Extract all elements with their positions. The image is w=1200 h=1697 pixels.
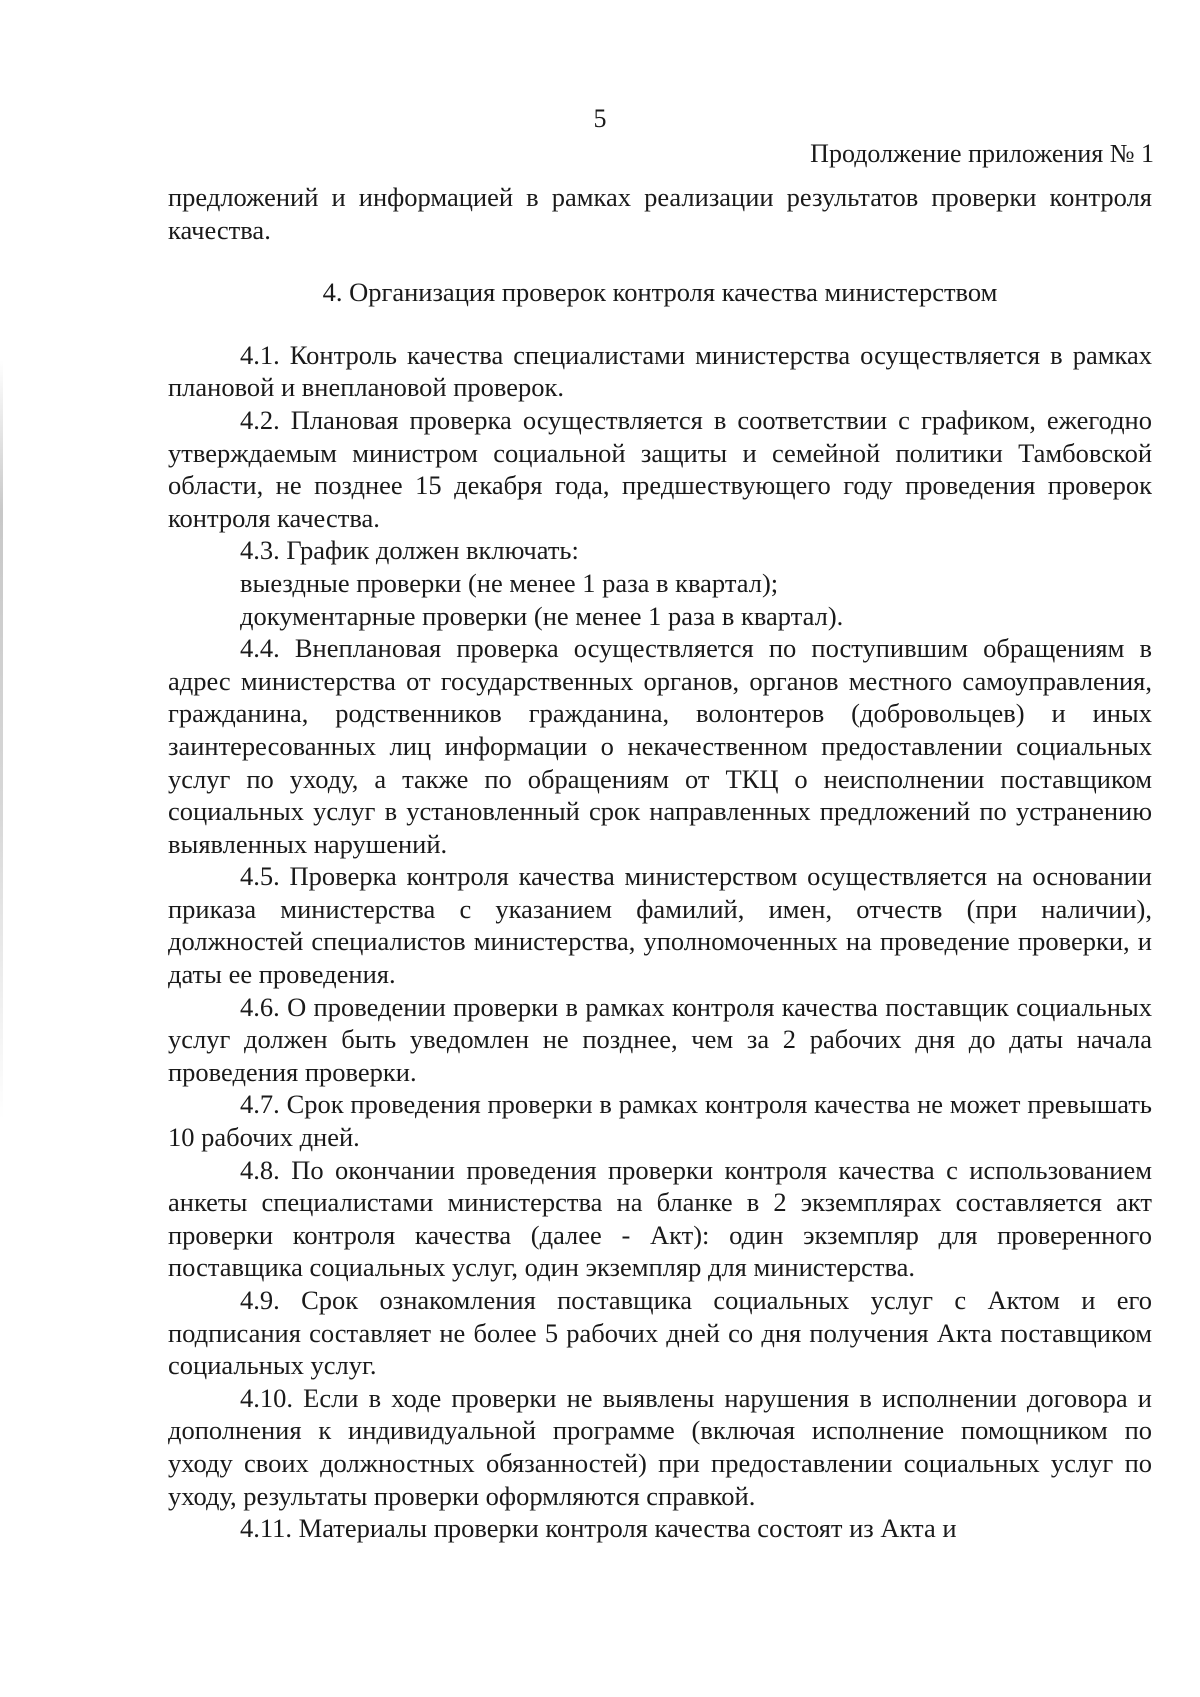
paragraph-4-9: 4.9. Срок ознакомления поставщика социальных услуг с Актом и его подписания составляет не более 5 рабочих дней со дня получения Акта поставщиком социальных услуг. — [168, 1285, 1152, 1381]
paragraph-4-2: 4.2. Плановая проверка осуществляется в соответствии с графиком, ежегодно утверждаемым министром социальной защиты и семейной политики Тамбовской области, не позднее 15 декабря года, предшествующего году проведения проверок контроля качества. — [168, 404, 1152, 533]
paragraph-4-1: 4.1. Контроль качества специалистами министерства осуществляется в рамках плановой и внеплановой проверок. — [168, 339, 1152, 403]
paragraph-4-6: 4.6. О проведении проверки в рамках контроля качества поставщик социальных услуг должен быть уведомлен не позднее, чем за 2 рабочих дня до даты начала проведения проверки. — [168, 991, 1152, 1087]
list-item-field-checks: выездные проверки (не менее 1 раза в квартал); — [240, 567, 779, 598]
paragraph-4-3: 4.3. График должен включать: — [240, 535, 579, 566]
appendix-continuation-note: Продолжение приложения № 1 — [810, 139, 1154, 168]
paragraph-4-8: 4.8. По окончании проведения проверки контроля качества с использованием анкеты специалистами министерства на бланке в 2 экземплярах составляется акт проверки контроля качества (далее - Акт): один экземпляр для проверенного поставщика социальных услуг, один экземпляр для министерства. — [168, 1154, 1152, 1283]
continuation-paragraph: предложений и информацией в рамках реализации результатов проверки контроля качества. — [168, 182, 1152, 245]
paragraph-4-11: 4.11. Материалы проверки контроля качества состоят из Акта и — [240, 1513, 957, 1544]
page-number: 5 — [593, 104, 607, 133]
paragraph-4-10: 4.10. Если в ходе проверки не выявлены нарушения в исполнении договора и дополнения к индивидуальной программе (включая исполнение помощником по уходу своих должностных обязанностей) при предоставлении социальных услуг по уходу, результаты проверки оформляются справкой. — [168, 1382, 1152, 1511]
paragraph-4-5: 4.5. Проверка контроля качества министерством осуществляется на основании приказа министерства с указанием фамилий, имен, отчеств (при наличии), должностей специалистов министерства, уполномоченных на проведение проверки, и даты ее проведения. — [168, 861, 1152, 990]
paragraph-4-4: 4.4. Внеплановая проверка осуществляется по поступившим обращениям в адрес министерства от государственных органов, органов местного самоуправления, гражданина, родственников гражданина, волонтеров (добровольцев) и иных заинтересованных лиц информации о некачественном предоставлении социальных услуг по уходу, а также по обращениям от ТКЦ о неисполнении поставщиком социальных услуг в установленный срок направленных предложений по устранению выявленных нарушений. — [168, 633, 1152, 859]
document-body — [168, 181, 1152, 1545]
list-item-document-checks: документарные проверки (не менее 1 раза в квартал). — [240, 600, 844, 631]
scan-edge-shadow — [0, 360, 3, 1120]
section-heading: 4. Организация проверок контроля качества министерством — [322, 277, 998, 308]
paragraph-4-7: 4.7. Срок проведения проверки в рамках контроля качества не может превышать 10 рабочих дней. — [168, 1089, 1152, 1153]
